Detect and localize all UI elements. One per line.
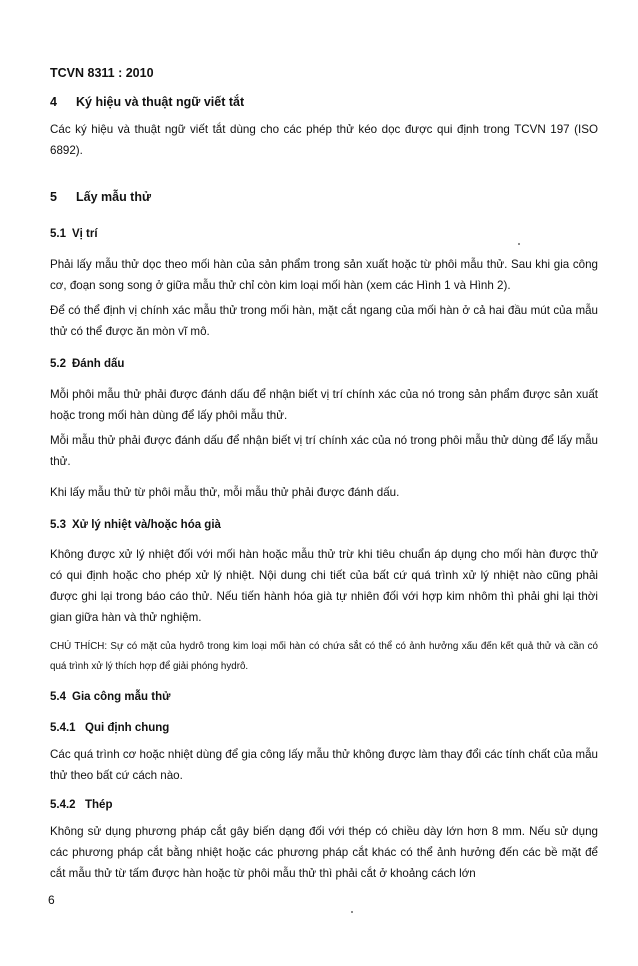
section-5-2-heading <box>50 358 598 370</box>
section-4-heading <box>50 95 598 109</box>
section-title: Ký hiệu và thuật ngữ viết tắt <box>76 95 245 109</box>
paragraph: Mỗi phôi mẫu thử phải được đánh dấu để nhận biết vị trí chính xác của nó trong sản phẩm được sản xuất hoặc trong mối hàn dùng để lấy phôi mẫu thử. <box>50 388 598 422</box>
section-number: 5.4.2 <box>50 799 76 811</box>
section-5-4-2-heading <box>50 799 598 811</box>
scan-speck <box>351 911 353 913</box>
section-number: 5.4.1 <box>50 722 76 734</box>
section-5-4-heading <box>50 691 598 703</box>
section-title: Gia công mẫu thử <box>72 691 171 703</box>
note: CHÚ THÍCH: Sự có mặt của hydrô trong kim loại mối hàn có chứa sắt có thể có ảnh hưởng xấu đến kết quả thử và cần có quá trình xử lý thích hợp để giải phóng hydrô. <box>50 641 598 672</box>
section-5-heading <box>50 190 598 204</box>
paragraph: Các ký hiệu và thuật ngữ viết tắt dùng cho các phép thử kéo dọc được qui định trong TCVN 197 (ISO 6892). <box>50 123 598 157</box>
section-number: 5.3 <box>50 519 66 531</box>
page-number: 6 <box>48 893 55 907</box>
section-number: 5.1 <box>50 228 66 240</box>
paragraph: Để có thể định vị chính xác mẫu thử trong mối hàn, mặt cắt ngang của mối hàn ở cả hai đầu mút của mẫu thử có thể được ăn mòn vĩ mô. <box>50 304 598 338</box>
paragraph: Phải lấy mẫu thử dọc theo mối hàn của sản phẩm trong sản xuất hoặc từ phôi mẫu thử. Sau khi gia công cơ, đoạn song song ở giữa mẫu thử chỉ còn kim loại mối hàn (xem các Hình 1 và Hình 2). <box>50 258 598 292</box>
standard-code: TCVN 8311 : 2010 <box>50 66 154 80</box>
paragraph: Mỗi mẫu thử phải được đánh dấu để nhận biết vị trí chính xác của nó trong phôi mẫu thử dùng để lấy mẫu thử. <box>50 434 598 468</box>
section-number: 5.2 <box>50 358 66 370</box>
section-number: 5.4 <box>50 691 66 703</box>
scan-speck <box>518 243 520 245</box>
section-number: 4 <box>50 95 57 109</box>
section-5-1-heading <box>50 228 598 240</box>
section-5-4-1-heading <box>50 722 598 734</box>
paragraph: Không được xử lý nhiệt đối với mối hàn hoặc mẫu thử trừ khi tiêu chuẩn áp dụng cho mối hàn được thử có qui định hoặc cho phép xử lý nhiệt. Nội dung chi tiết của bất cứ quá trình xử lý nhiệt nào cũng phải được ghi lại trong báo cáo thử. Nếu tiến hành hóa già tự nhiên đối với hợp kim nhôm thì phải ghi lại thời gian giữa hàn và thử nghiệm. <box>50 548 598 624</box>
paragraph: Các quá trình cơ hoặc nhiệt dùng để gia công lấy mẫu thử không được làm thay đổi các tính chất của mẫu thử theo bất cứ cách nào. <box>50 748 598 782</box>
section-title: Qui định chung <box>85 722 170 734</box>
section-title: Lấy mẫu thử <box>76 190 152 204</box>
section-title: Thép <box>85 799 113 811</box>
section-number: 5 <box>50 190 57 204</box>
paragraph: Khi lấy mẫu thử từ phôi mẫu thử, mỗi mẫu thử phải được đánh dấu. <box>50 486 400 499</box>
section-5-3-heading <box>50 519 598 531</box>
paragraph: Không sử dụng phương pháp cắt gây biến dạng đối với thép có chiều dày lớn hơn 8 mm. Nếu sử dụng các phương pháp cắt bằng nhiệt hoặc các phương pháp cắt khác có thể ảnh hưởng đến các bề mặt để cắt mẫu thử từ tấm được hàn hoặc từ phôi mẫu thử thì phải cắt ở khoảng cách lớn <box>50 825 598 880</box>
section-title: Vị trí <box>72 228 98 240</box>
section-title: Xử lý nhiệt và/hoặc hóa già <box>72 519 221 531</box>
section-title: Đánh dấu <box>72 358 125 370</box>
